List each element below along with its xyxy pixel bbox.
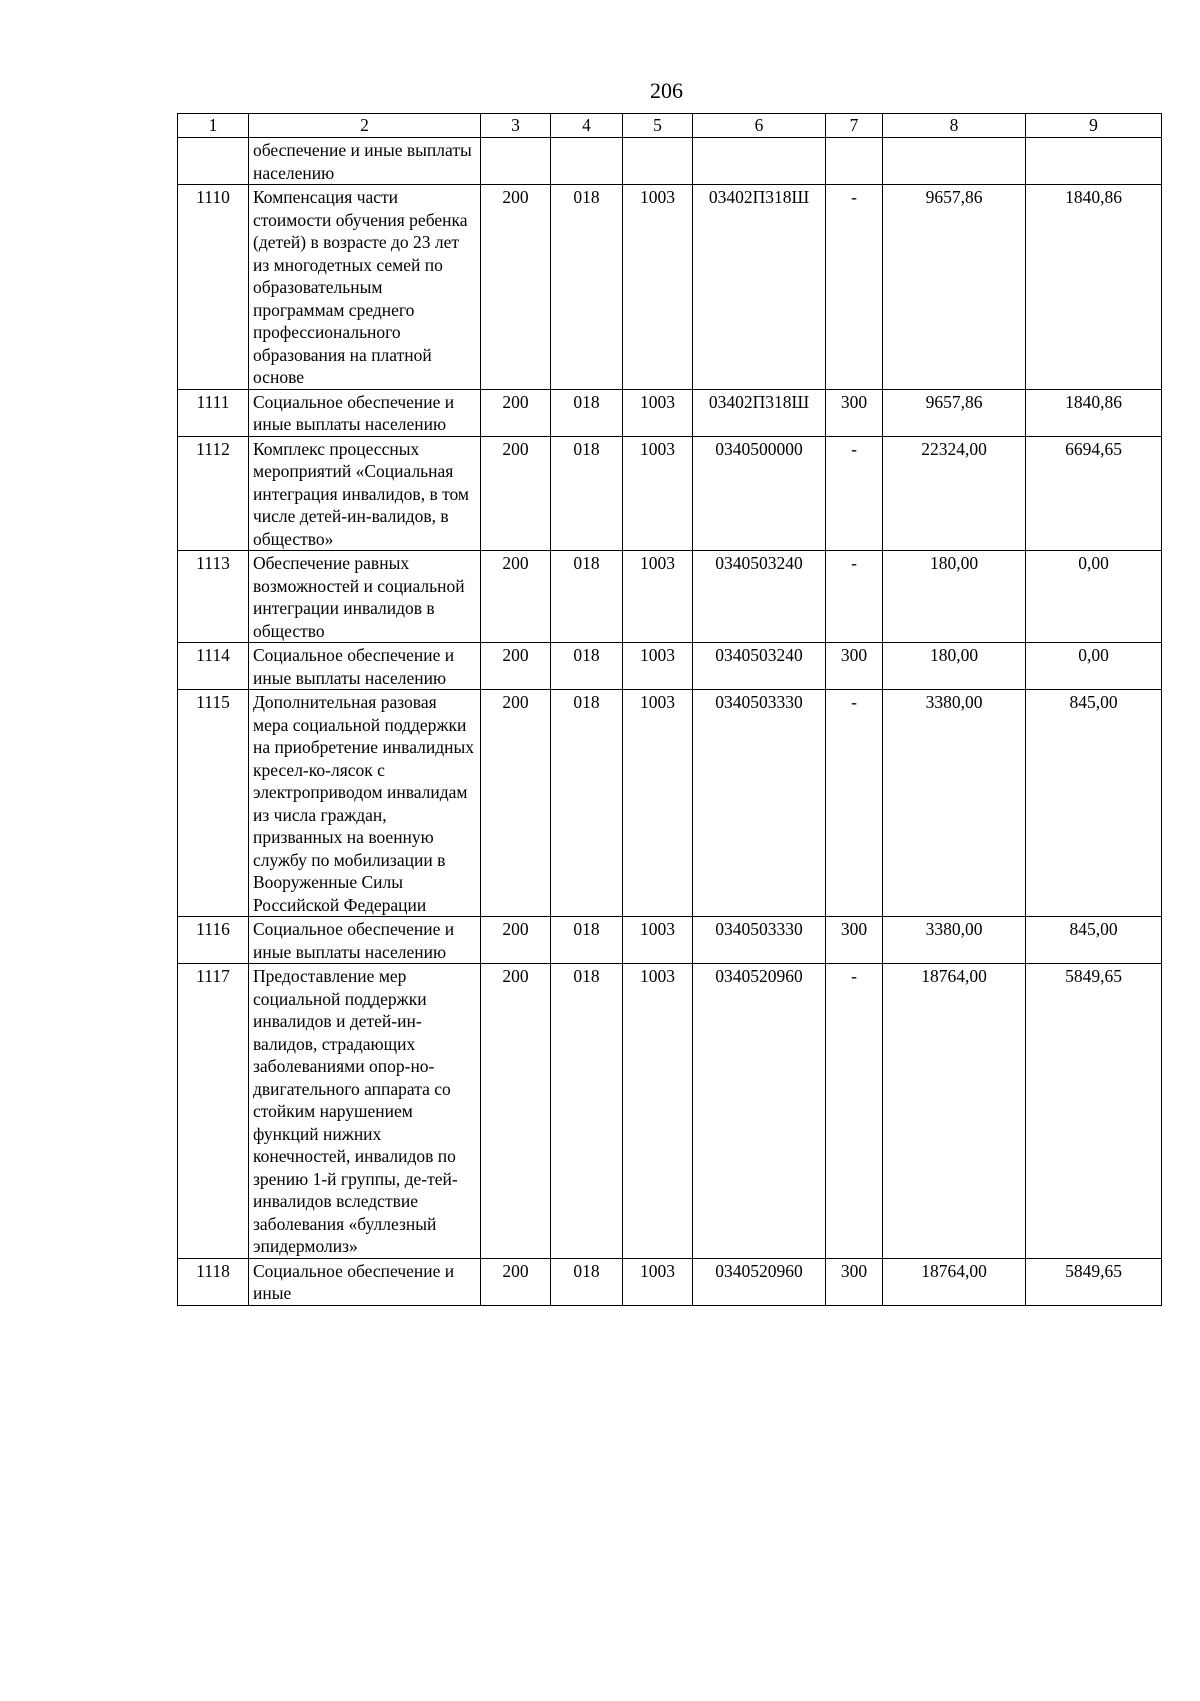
row-number: 1114 [178,643,249,690]
cell-col6: 0340503330 [693,917,826,964]
row-name: Обеспечение равных возможностей и социальной интеграции инвалидов в общество [249,551,481,643]
cell-col7: 300 [826,643,883,690]
cell-col9: 0,00 [1026,643,1162,690]
col-header: 5 [623,114,693,138]
col-header: 6 [693,114,826,138]
cell-col6 [693,138,826,185]
col-header: 4 [551,114,623,138]
row-number: 1117 [178,964,249,1259]
cell-col9: 1840,86 [1026,389,1162,436]
cell-col8: 3380,00 [883,917,1026,964]
table-row [178,185,1162,390]
row-number: 1111 [178,389,249,436]
cell-col7: - [826,185,883,390]
row-number: 1112 [178,436,249,551]
cell-col7: - [826,690,883,917]
cell-col3: 200 [481,964,551,1259]
cell-col9: 0,00 [1026,551,1162,643]
cell-col9: 1840,86 [1026,185,1162,390]
cell-col4: 018 [551,436,623,551]
col-header: 9 [1026,114,1162,138]
cell-col8: 18764,00 [883,1258,1026,1305]
row-name: Компенсация части стоимости обучения ребенка (детей) в возрасте до 23 лет из многодетных семей по образовательным программам среднего профессионального образования на платной основе [249,185,481,390]
row-number: 1118 [178,1258,249,1305]
cell-col5: 1003 [623,185,693,390]
cell-col8: 180,00 [883,643,1026,690]
row-number: 1115 [178,690,249,917]
cell-col8: 3380,00 [883,690,1026,917]
cell-col3: 200 [481,1258,551,1305]
table-row [178,964,1162,1259]
row-number: 1110 [178,185,249,390]
cell-col4: 018 [551,690,623,917]
table-row [178,138,1162,185]
cell-col4 [551,138,623,185]
cell-col3: 200 [481,690,551,917]
cell-col5: 1003 [623,551,693,643]
row-name: Социальное обеспечение и иные выплаты населению [249,643,481,690]
cell-col9: 845,00 [1026,917,1162,964]
cell-col3 [481,138,551,185]
cell-col6: 0340500000 [693,436,826,551]
row-name: Социальное обеспечение и иные [249,1258,481,1305]
cell-col6: 0340503240 [693,551,826,643]
cell-col7: - [826,964,883,1259]
col-header: 2 [249,114,481,138]
cell-col3: 200 [481,436,551,551]
col-header: 1 [178,114,249,138]
cell-col6: 03402П318Ш [693,389,826,436]
cell-col6: 03402П318Ш [693,185,826,390]
row-number [178,138,249,185]
cell-col8: 18764,00 [883,964,1026,1259]
table-row [178,690,1162,917]
row-number: 1116 [178,917,249,964]
row-name: Социальное обеспечение и иные выплаты населению [249,389,481,436]
cell-col5 [623,138,693,185]
cell-col4: 018 [551,643,623,690]
cell-col5: 1003 [623,389,693,436]
table-row [178,436,1162,551]
row-number: 1113 [178,551,249,643]
cell-col8: 9657,86 [883,185,1026,390]
cell-col4: 018 [551,551,623,643]
cell-col5: 1003 [623,917,693,964]
cell-col5: 1003 [623,964,693,1259]
cell-col9: 5849,65 [1026,964,1162,1259]
cell-col8 [883,138,1026,185]
cell-col9 [1026,138,1162,185]
cell-col7 [826,138,883,185]
cell-col6: 0340520960 [693,964,826,1259]
row-name: Дополнительная разовая мера социальной поддержки на приобретение инвалидных кресел-ко-лясок с электроприводом инвалидам из числа граждан, призванных на военную службу по мобилизации в Вооруженные Силы Российской Федерации [249,690,481,917]
budget-table [177,113,1162,1306]
cell-col3: 200 [481,551,551,643]
cell-col5: 1003 [623,643,693,690]
cell-col6: 0340503240 [693,643,826,690]
cell-col4: 018 [551,389,623,436]
cell-col3: 200 [481,917,551,964]
cell-col9: 6694,65 [1026,436,1162,551]
cell-col7: 300 [826,917,883,964]
cell-col4: 018 [551,1258,623,1305]
cell-col7: 300 [826,1258,883,1305]
row-name: Предоставление мер социальной поддержки инвалидов и детей-ин-валидов, страдающих заболеваниями опор-но-двигательного аппарата со стойким нарушением функций нижних конечностей, инвалидов по зрению 1-й группы, де-тей-инвалидов вследствие заболевания «буллезный эпидермолиз» [249,964,481,1259]
row-name: Комплекс процессных мероприятий «Социальная интеграция инвалидов, в том числе детей-ин-валидов, в общество» [249,436,481,551]
table-row [178,1258,1162,1305]
cell-col7: - [826,436,883,551]
col-header: 3 [481,114,551,138]
cell-col4: 018 [551,185,623,390]
col-header: 7 [826,114,883,138]
cell-col3: 200 [481,389,551,436]
cell-col8: 180,00 [883,551,1026,643]
cell-col6: 0340503330 [693,690,826,917]
cell-col8: 22324,00 [883,436,1026,551]
row-name: Социальное обеспечение и иные выплаты населению [249,917,481,964]
row-name: обеспечение и иные выплаты населению [249,138,481,185]
cell-col9: 845,00 [1026,690,1162,917]
cell-col3: 200 [481,643,551,690]
cell-col4: 018 [551,917,623,964]
cell-col7: - [826,551,883,643]
cell-col3: 200 [481,185,551,390]
header-row [178,114,1162,138]
cell-col6: 0340520960 [693,1258,826,1305]
cell-col7: 300 [826,389,883,436]
table-row [178,389,1162,436]
cell-col5: 1003 [623,690,693,917]
cell-col5: 1003 [623,436,693,551]
table-row [178,643,1162,690]
table-row [178,551,1162,643]
table-row [178,917,1162,964]
cell-col9: 5849,65 [1026,1258,1162,1305]
cell-col5: 1003 [623,1258,693,1305]
cell-col8: 9657,86 [883,389,1026,436]
col-header: 8 [883,114,1026,138]
page-number: 206 [650,78,683,103]
cell-col4: 018 [551,964,623,1259]
